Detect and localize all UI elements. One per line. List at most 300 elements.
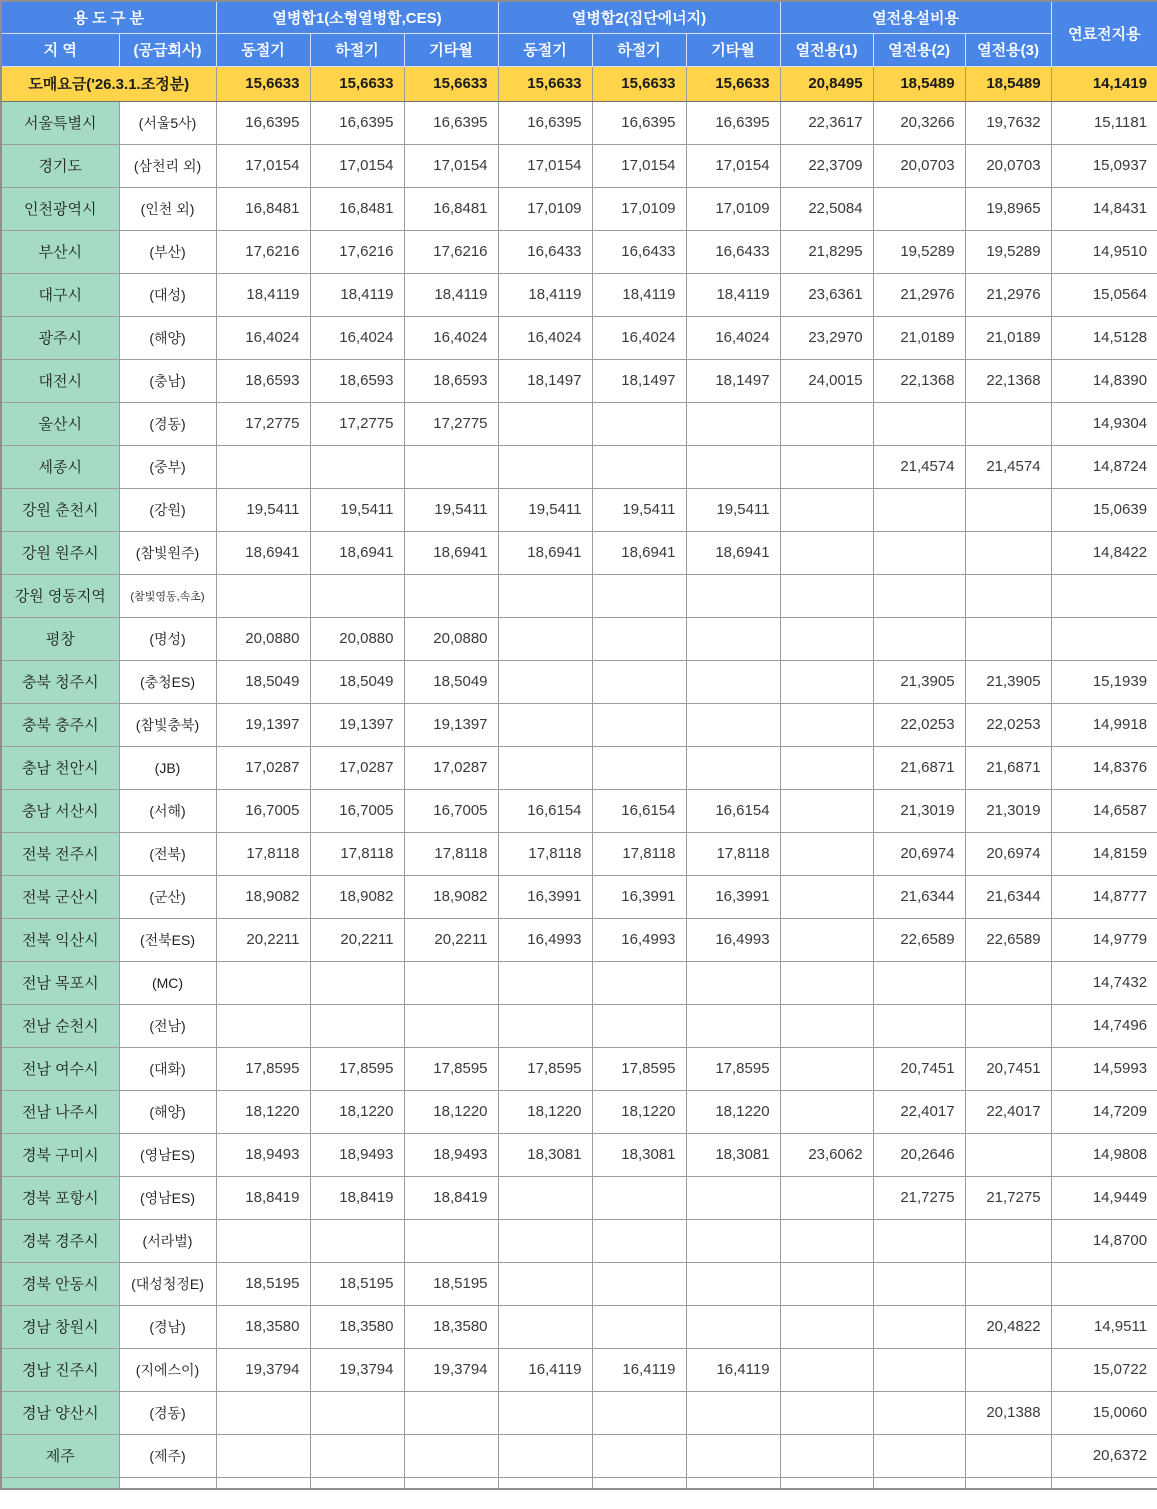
rate-cell: 21,3905 [873,660,965,703]
rate-cell [404,1219,498,1262]
rate-cell: 14,8700 [1051,1219,1157,1262]
rate-cell [1051,617,1157,660]
table-row [1,402,1157,445]
rate-cell: 18,3580 [404,1305,498,1348]
rate-cell [404,1004,498,1047]
supplier-cell: (부산) [119,230,216,273]
table-row [1,445,1157,488]
rate-cell: 18,4119 [310,273,404,316]
rate-cell: 14,9304 [1051,402,1157,445]
supplier-cell: (중부) [119,445,216,488]
rate-cell [780,1262,873,1305]
rate-cell [780,1305,873,1348]
rate-cell: 21,3019 [965,789,1051,832]
region-cell: 대구시 [1,273,119,316]
rate-cell [965,1348,1051,1391]
table-row [1,1348,1157,1391]
rate-cell [592,703,686,746]
rate-cell [780,961,873,1004]
rate-cell [216,1004,310,1047]
table-row [1,1434,1157,1477]
rate-cell [965,1133,1051,1176]
rate-cell [498,1262,592,1305]
rate-cell: 21,6871 [873,746,965,789]
rate-cell [780,832,873,875]
rate-cell: 15,6633 [310,66,404,101]
heat-only-1-header: 열전용(1) [780,33,873,66]
rate-cell: 21,8295 [780,230,873,273]
supplier-cell: (경동) [119,402,216,445]
supplier-cell: (대성청정E) [119,1262,216,1305]
rate-cell [592,1219,686,1262]
rate-cell: 14,8376 [1051,746,1157,789]
rate-cell: 14,5128 [1051,316,1157,359]
rate-cell [873,617,965,660]
rate-cell [310,961,404,1004]
rate-cell [310,1004,404,1047]
rate-cell [780,1047,873,1090]
region-cell: 충북 청주시 [1,660,119,703]
rate-cell [592,1434,686,1477]
rate-cell: 24,0015 [780,359,873,402]
rate-cell: 17,8595 [498,1047,592,1090]
rate-cell: 14,9918 [1051,703,1157,746]
season-header-summer: 하절기 [310,33,404,66]
rate-cell [780,574,873,617]
rate-cell: 18,5049 [404,660,498,703]
table-row [1,918,1157,961]
rate-cell: 21,6344 [965,875,1051,918]
supplier-cell: (영남ES) [119,1176,216,1219]
rate-cell: 17,8595 [310,1047,404,1090]
rate-cell: 20,6974 [873,832,965,875]
supplier-cell: (MC) [119,961,216,1004]
region-cell: 경북 포항시 [1,1176,119,1219]
rate-cell: 17,0287 [310,746,404,789]
rate-cell: 18,5489 [873,66,965,101]
rate-cell [216,1434,310,1477]
chp2-group-header: 열병합2(집단에너지) [498,1,780,33]
rate-cell: 18,6941 [686,531,780,574]
table-row [1,531,1157,574]
rate-cell: 20,7451 [873,1047,965,1090]
rate-cell [498,1219,592,1262]
rate-cell: 16,4119 [592,1348,686,1391]
rate-cell: 15,0722 [1051,1348,1157,1391]
rate-cell [216,1477,310,1489]
rate-cell: 18,6941 [404,531,498,574]
rate-cell: 14,7432 [1051,961,1157,1004]
rate-cell: 14,9779 [1051,918,1157,961]
rate-cell [965,1477,1051,1489]
rate-cell [686,617,780,660]
rate-cell: 18,4119 [404,273,498,316]
rate-cell: 17,8118 [216,832,310,875]
rate-cell: 18,8419 [310,1176,404,1219]
rate-cell [873,1262,965,1305]
rate-cell [780,1348,873,1391]
rate-cell: 18,3580 [216,1305,310,1348]
rate-cell [310,574,404,617]
rate-cell [686,1262,780,1305]
rate-cell [780,617,873,660]
wholesale-rate-row [1,66,1157,101]
rate-cell: 18,9082 [310,875,404,918]
rate-cell [780,1219,873,1262]
region-cell: 경남 창원시 [1,1305,119,1348]
rate-cell [873,1477,965,1489]
rate-cell: 16,4024 [216,316,310,359]
table-row [1,230,1157,273]
supplier-cell: (충청ES) [119,660,216,703]
rate-cell [686,445,780,488]
rate-cell: 17,8118 [686,832,780,875]
rate-cell: 16,4024 [592,316,686,359]
rate-cell: 17,8595 [686,1047,780,1090]
region-cell: 경북 구미시 [1,1133,119,1176]
rate-cell: 17,8595 [592,1047,686,1090]
rate-cell: 15,1181 [1051,101,1157,144]
table-row [1,359,1157,402]
rate-cell: 15,0564 [1051,273,1157,316]
rate-cell: 21,7275 [873,1176,965,1219]
rate-cell: 17,0154 [498,144,592,187]
rate-cell: 18,4119 [216,273,310,316]
rate-cell: 18,1497 [592,359,686,402]
fuel-cell-header: 연료전지용 [1051,1,1157,66]
rate-cell [498,1176,592,1219]
rate-cell: 17,6216 [404,230,498,273]
rate-cell: 19,5411 [498,488,592,531]
table-row [1,617,1157,660]
rate-cell [1051,1477,1157,1489]
rate-cell [686,1004,780,1047]
rate-cell: 16,4119 [498,1348,592,1391]
rate-cell [1051,574,1157,617]
rate-cell: 23,2970 [780,316,873,359]
table-row [1,1219,1157,1262]
rate-cell [592,574,686,617]
rate-cell: 17,0109 [592,187,686,230]
table-row [1,875,1157,918]
rate-cell: 16,6395 [686,101,780,144]
rate-cell: 18,1220 [216,1090,310,1133]
rate-cell: 16,7005 [404,789,498,832]
rate-cell: 17,2775 [404,402,498,445]
rate-cell [498,574,592,617]
rate-cell: 14,9808 [1051,1133,1157,1176]
rate-cell: 21,4574 [965,445,1051,488]
rate-cell [592,961,686,1004]
region-cell: 충남 천안시 [1,746,119,789]
rate-cell: 14,6587 [1051,789,1157,832]
supplier-cell: (지에스이) [119,1348,216,1391]
rate-cell [780,531,873,574]
rate-cell: 19,5289 [965,230,1051,273]
rate-cell [965,1262,1051,1305]
rate-cell: 20,6974 [965,832,1051,875]
table-row [1,1047,1157,1090]
rate-cell: 18,6941 [592,531,686,574]
rate-cell: 22,6589 [965,918,1051,961]
rate-cell [686,703,780,746]
rate-cell [873,488,965,531]
rate-cell [780,488,873,531]
wholesale-label: 도매요금('26.3.1.조정분) [1,66,216,101]
rate-cell: 18,6941 [310,531,404,574]
rate-cell: 18,8419 [216,1176,310,1219]
region-cell: 평창 [1,617,119,660]
rate-cell [498,1477,592,1489]
rate-cell [404,574,498,617]
rate-cell: 21,4574 [873,445,965,488]
supplier-cell: (인천 외) [119,187,216,230]
rate-cell: 18,6941 [498,531,592,574]
rate-cell: 14,9449 [1051,1176,1157,1219]
rate-cell: 17,8118 [404,832,498,875]
rate-cell [965,1434,1051,1477]
rate-cell [686,1219,780,1262]
rate-cell: 23,6361 [780,273,873,316]
rate-cell: 19,1397 [404,703,498,746]
usage-group-header: 용 도 구 분 [1,1,216,33]
supplier-cell: (참빛충북) [119,703,216,746]
table-row [1,316,1157,359]
rate-cell: 16,8481 [310,187,404,230]
rate-cell [780,918,873,961]
table-row [1,746,1157,789]
rate-cell [780,789,873,832]
rate-cell: 18,5195 [404,1262,498,1305]
rate-cell: 14,1419 [1051,66,1157,101]
rate-cell [873,531,965,574]
table-row [1,1176,1157,1219]
heat-only-group-header: 열전용설비용 [780,1,1051,33]
rate-cell [965,961,1051,1004]
rate-cell [592,1176,686,1219]
rate-cell: 15,6633 [404,66,498,101]
supplier-cell: (경동) [119,1391,216,1434]
rate-cell: 16,4024 [686,316,780,359]
rate-cell [404,1391,498,1434]
rate-cell: 20,2211 [310,918,404,961]
rate-cell [404,1477,498,1489]
rate-cell: 18,9493 [404,1133,498,1176]
rate-cell [780,875,873,918]
rate-cell: 18,6593 [404,359,498,402]
heat-only-2-header: 열전용(2) [873,33,965,66]
season-header-summer: 하절기 [592,33,686,66]
table-row [1,144,1157,187]
rate-cell [592,402,686,445]
rate-cell: 18,3580 [310,1305,404,1348]
rate-cell: 17,0287 [216,746,310,789]
rate-cell: 21,7275 [965,1176,1051,1219]
rate-cell: 16,4993 [498,918,592,961]
rate-cell: 19,1397 [216,703,310,746]
rate-cell: 18,5049 [310,660,404,703]
rate-cell [873,961,965,1004]
rate-cell: 18,5489 [965,66,1051,101]
rate-cell: 19,7632 [965,101,1051,144]
rate-cell [780,445,873,488]
region-cell: 강원 원주시 [1,531,119,574]
rate-cell [686,1305,780,1348]
region-cell: 경기도 [1,144,119,187]
supplier-cell: (충남) [119,359,216,402]
rate-cell: 22,1368 [965,359,1051,402]
rate-cell: 18,6593 [310,359,404,402]
region-cell: 서울특별시 [1,101,119,144]
rate-cell: 16,6154 [498,789,592,832]
rate-cell [498,402,592,445]
rate-cell: 16,6395 [592,101,686,144]
rate-cell: 15,1939 [1051,660,1157,703]
rate-cell: 16,4119 [686,1348,780,1391]
rate-cell [216,1219,310,1262]
rate-cell [873,402,965,445]
rate-cell: 21,0189 [873,316,965,359]
rate-cell: 15,6633 [216,66,310,101]
rate-cell: 20,7451 [965,1047,1051,1090]
region-cell: 전남 목포시 [1,961,119,1004]
rate-cell: 17,8118 [592,832,686,875]
rate-cell [498,1305,592,1348]
region-cell: 인천광역시 [1,187,119,230]
supplier-cell: (영남ES) [119,1133,216,1176]
rate-cell [216,961,310,1004]
rate-cell [873,1305,965,1348]
rate-cell: 16,6433 [686,230,780,273]
rate-cell [873,1348,965,1391]
rate-cell: 20,0880 [216,617,310,660]
rate-cell: 16,3991 [686,875,780,918]
region-cell: 울산시 [1,402,119,445]
rate-cell: 14,8390 [1051,359,1157,402]
rate-cell: 17,0154 [686,144,780,187]
rate-cell: 16,6433 [592,230,686,273]
rate-cell: 18,8419 [404,1176,498,1219]
rate-cell [686,961,780,1004]
supplier-cell: (해양) [119,1090,216,1133]
rate-cell: 15,0937 [1051,144,1157,187]
chp1-group-header: 열병합1(소형열병합,CES) [216,1,498,33]
rate-cell [404,1434,498,1477]
table-row [1,1090,1157,1133]
rate-cell: 21,2976 [965,273,1051,316]
supplier-cell: (경남) [119,1305,216,1348]
rate-cell [780,1090,873,1133]
region-cell: 전남 여수시 [1,1047,119,1090]
rate-cell: 20,3266 [873,101,965,144]
table-row [1,1262,1157,1305]
rate-cell [873,187,965,230]
rate-cell: 22,0253 [873,703,965,746]
rate-cell [216,445,310,488]
table-row [1,101,1157,144]
rate-cell [780,402,873,445]
region-cell: 전남 나주시 [1,1090,119,1133]
region-cell [1,1477,119,1489]
region-cell: 전남 순천시 [1,1004,119,1047]
rate-cell [780,1477,873,1489]
rate-cell: 18,1220 [404,1090,498,1133]
table-row [1,488,1157,531]
rate-cell: 15,6633 [686,66,780,101]
rate-cell: 16,4024 [310,316,404,359]
region-cell: 전북 익산시 [1,918,119,961]
rate-cell [404,445,498,488]
rate-cell: 17,0154 [404,144,498,187]
rate-cell [780,660,873,703]
rate-cell [965,402,1051,445]
rate-cell [873,574,965,617]
region-cell: 부산시 [1,230,119,273]
supplier-cell: (JB) [119,746,216,789]
table-row [1,789,1157,832]
rate-cell: 16,6154 [592,789,686,832]
rate-cell: 18,1497 [686,359,780,402]
supplier-cell: (참빛영동,속초) [119,574,216,617]
rate-cell: 17,0154 [310,144,404,187]
rate-cell: 16,6395 [498,101,592,144]
rate-cell: 17,0109 [498,187,592,230]
rate-cell: 20,8495 [780,66,873,101]
rate-cell [965,1219,1051,1262]
rate-cell: 22,6589 [873,918,965,961]
rate-cell: 18,6593 [216,359,310,402]
rate-cell [780,1434,873,1477]
rate-cell: 22,5084 [780,187,873,230]
rate-cell [592,1305,686,1348]
rate-cell [965,1004,1051,1047]
rate-cell [404,961,498,1004]
rate-cell [498,660,592,703]
table-row [1,703,1157,746]
rate-cell [780,1176,873,1219]
table-row [1,273,1157,316]
rate-cell: 19,1397 [310,703,404,746]
region-header: 지 역 [1,33,119,66]
supplier-cell: (대성) [119,273,216,316]
rate-cell: 15,0060 [1051,1391,1157,1434]
supplier-cell: (전북ES) [119,918,216,961]
region-cell: 충남 서산시 [1,789,119,832]
rate-cell [686,1391,780,1434]
rate-cell: 15,6633 [592,66,686,101]
rate-cell: 14,8777 [1051,875,1157,918]
rate-cell: 19,5411 [686,488,780,531]
rate-cell [216,1391,310,1434]
rate-cell: 18,9493 [310,1133,404,1176]
rate-cell [310,445,404,488]
region-cell: 강원 영동지역 [1,574,119,617]
region-cell: 전북 전주시 [1,832,119,875]
rate-cell [592,445,686,488]
rate-cell: 19,3794 [404,1348,498,1391]
rate-cell: 22,4017 [965,1090,1051,1133]
rate-cell: 16,6395 [216,101,310,144]
rate-cell [498,1004,592,1047]
rate-cell: 16,7005 [310,789,404,832]
region-cell: 강원 춘천시 [1,488,119,531]
rate-cell [592,617,686,660]
rate-cell: 19,8965 [965,187,1051,230]
table-row [1,660,1157,703]
supplier-cell: (명성) [119,617,216,660]
rate-cell: 16,8481 [216,187,310,230]
rate-cell: 21,3905 [965,660,1051,703]
